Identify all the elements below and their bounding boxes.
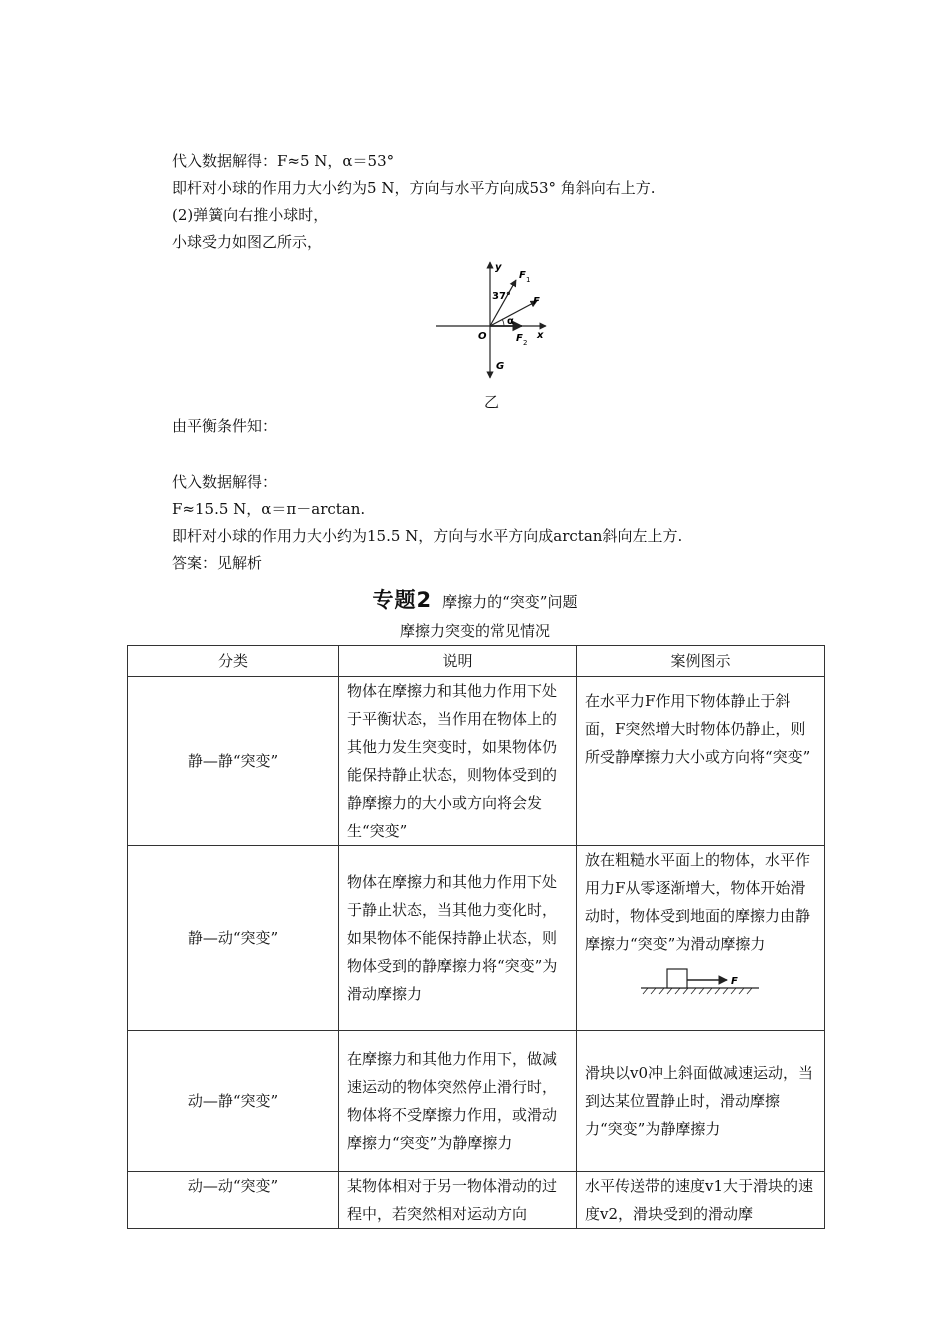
row-category: 静—静“突变” [128,677,339,846]
section-title [0,584,950,614]
table-header-row [128,646,825,677]
solution-line-4: 小球受力如图乙所示， [172,233,323,251]
section-title-text: 摩擦力的“突变”问题 [442,593,578,611]
g-label: G [496,361,505,372]
solution-line-3: (2)弹簧向右推小球时， [172,206,329,224]
row-example: 滑块以v0冲上斜面做减速运动，当到达某位置静止时，滑动摩擦力“突变”为静摩擦力 [577,1031,825,1172]
f2-label: F [516,333,523,344]
after-line-2: 代入数据解得： [172,473,278,491]
friction-table [127,645,825,1229]
header-description: 说明 [339,646,577,677]
row-description: 在摩擦力和其他力作用下，做减速运动的物体突然停止滑行时，物体将不受摩擦力作用，或滑动摩擦力“突变”为静摩擦力 [339,1031,577,1172]
f1-label: F [519,270,526,281]
figure-caption: 乙 [484,393,500,411]
force-diagram-yi [430,258,560,388]
solution-line-1: 代入数据解得：F≈5 N，α＝53° [172,152,395,170]
row-example-cell [577,846,825,1031]
row-category: 静—动“突变” [128,846,339,1031]
row-description: 物体在摩擦力和其他力作用下处于平衡状态，当作用在物体上的其他力发生突变时，如果物体仍能保持静止状态，则物体受到的静摩擦力的大小或方向将会发生“突变” [339,677,577,846]
table-row [128,1172,825,1229]
x-label: x [537,330,544,341]
table-row [128,1031,825,1172]
ground-hatch [643,988,752,994]
row-example: 水平传送带的速度v1大于滑块的速度v2，滑块受到的滑动摩 [577,1172,825,1229]
angle37-label: 37° [492,291,511,302]
alpha-arc [502,319,504,326]
header-category: 分类 [128,646,339,677]
table-caption: 摩擦力突变的常见情况 [399,622,550,640]
after-line-4: 即杆对小球的作用力大小约为15.5 N，方向与水平方向成arctan斜向左上方. [172,527,683,545]
origin-label: O [478,331,487,342]
row-example: 放在粗糙水平面上的物体，水平作用力F从零逐渐增大，物体开始滑动时，物体受到地面的摩擦力由静摩擦力“突变”为滑动摩擦力 [585,851,811,953]
table-row [128,846,825,1031]
row-category: 动—静“突变” [128,1031,339,1172]
block-on-surface-diagram [585,958,816,998]
after-line-1: 由平衡条件知： [172,417,278,435]
row-category: 动—动“突变” [128,1172,339,1229]
section-heading: 专题2 [372,588,433,612]
solution-line-2: 即杆对小球的作用力大小约为5 N，方向与水平方向成53° 角斜向右上方. [172,179,656,197]
row-example: 在水平力F作用下物体静止于斜面，F突然增大时物体仍静止，则所受静摩擦力大小或方向将“突变” [577,677,825,846]
y-label: y [495,262,502,273]
alpha-label: α [507,316,514,327]
row-description: 某物体相对于另一物体滑动的过程中，若突然相对运动方向 [339,1172,577,1229]
applied-force-label: F [731,976,738,987]
header-example: 案例图示 [577,646,825,677]
f2-sub-label: 2 [523,339,528,347]
answer-line: 答案：见解析 [172,554,263,572]
after-line-3: F≈15.5 N，α＝π－arctan. [172,500,366,518]
table-row [128,677,825,846]
block [667,969,687,988]
f-label: F [533,296,540,307]
f1-sub-label: 1 [526,276,531,284]
row-description: 物体在摩擦力和其他力作用下处于静止状态，当其他力变化时，如果物体不能保持静止状态，则物体受到的静摩擦力将“突变”为滑动摩擦力 [339,846,577,1031]
